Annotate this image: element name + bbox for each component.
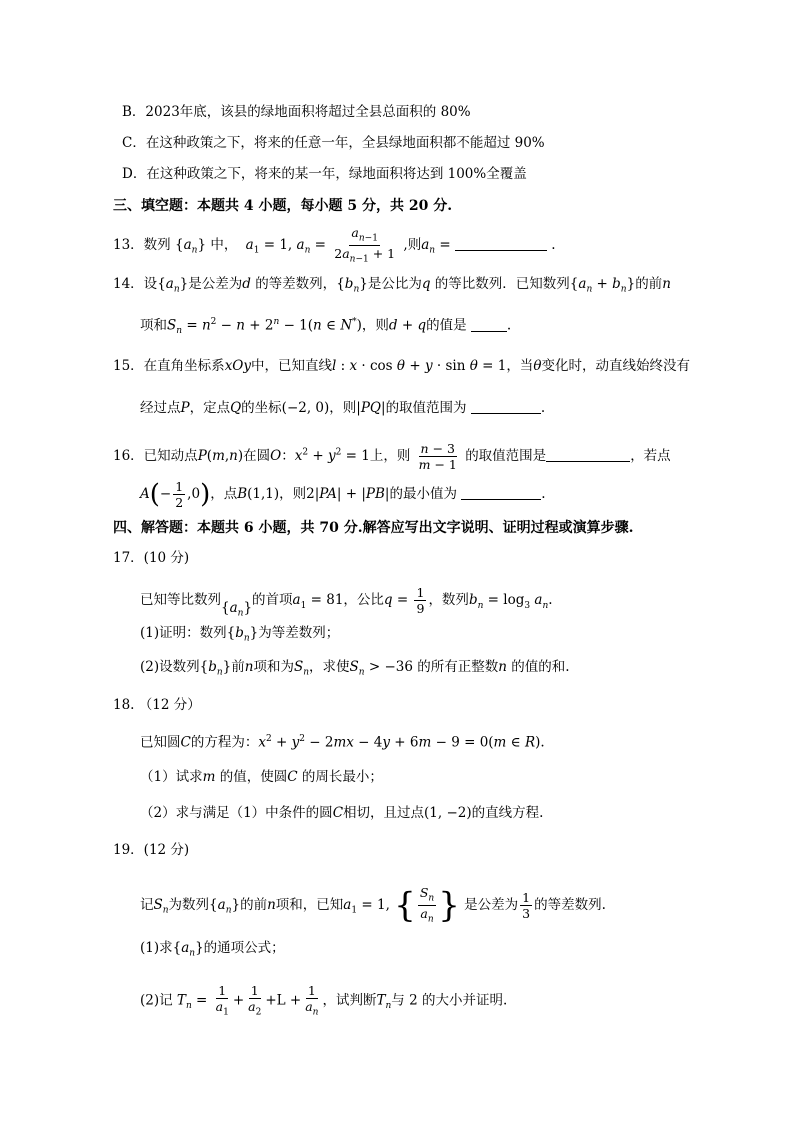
question-17-heading: 17．(10 分)	[113, 550, 190, 566]
question-19-part-1: (1)求$\{a_n\}$的通项公式；	[140, 940, 285, 959]
question-18-part-1: （1）试求m 的值，使圆C 的周长最小；	[140, 769, 383, 785]
question-15-line-2: 经过点P，定点Q的坐标(−2, 0)，则|PQ|的取值范围为 .	[140, 400, 546, 416]
answer-blank-15[interactable]	[471, 401, 541, 414]
question-14-line-2: 项和$S_n = n^2 - n + 2^n - 1(n$ ∈ N*)，则d + q的值是 .	[140, 317, 512, 337]
section-heading-solutions: 四、解答题：本题共 6 小题，共 70 分.解答应写出文字说明、证明过程或演算步骤.	[113, 520, 634, 536]
question-19-line-1: 记$S_n$为数列$\{a_n\}$的前n项和，已知$a_1 = 1$, { $\frac{S_n}{a_n}$ } 是公差为 $\frac{1}{3}$ 的等差数列.	[140, 885, 606, 926]
question-15-line-1: 15．在直角坐标系xOy中，已知直线l : x · cos θ + y · sin θ = 1，当θ变化时，动直线始终没有	[113, 358, 690, 374]
question-13: 13．数列 $\{a_n\}$ 中， $a_1 = 1$, $a_n$ = $\frac{a_{n-1}}{2a_{n-1} + 1}$ ,则$a_n$ = .	[113, 225, 556, 265]
question-18-heading: 18. （12 分）	[113, 697, 201, 713]
question-18-line-1: 已知圆C的方程为：$x^2 + y^2 - 2mx - 4y + 6m - 9 = 0(m$ ∈ R).	[140, 734, 545, 751]
answer-blank-16a[interactable]	[546, 449, 630, 462]
question-14-line-1: 14．设$\{a_n\}$是公差为d 的等差数列，$\{b_n\}$是公比为q 的等比数列．已知数列$\{a_n + b_n\}$的前n	[113, 276, 671, 295]
answer-blank-16b[interactable]	[461, 487, 541, 500]
question-19-part-2: (2)记 $T_n$ = $\frac{1}{a_1}$ + $\frac{1}{a_2}$ +L + $\frac{1}{a_n}$ ，试判断$T_n$与 2 的大小并证明.	[140, 983, 508, 1018]
option-c: C．在这种政策之下，将来的任意一年，全县绿地面积都不能超过 90%	[122, 135, 545, 151]
answer-blank-13[interactable]	[455, 238, 547, 251]
section-heading-fill-in: 三、填空题：本题共 4 小题，每小题 5 分，共 20 分.	[113, 198, 453, 214]
question-16-line-1: 16．已知动点P(m,n)在圆O：$x^2 + y^2 = 1$上，则 $\frac{n - 3}{m - 1}$ 的取值范围是 ，若点	[113, 441, 671, 473]
question-17-part-2: (2)设数列$\{b_n\}$前n项和为$S_n$，求使$S_n > -36$ 的所有正整数n 的值的和.	[140, 659, 570, 678]
option-b: B．2023年底，该县的绿地面积将超过全县总面积的 80%	[122, 104, 471, 120]
option-d: D．在这种政策之下，将来的某一年，绿地面积将达到 100%全覆盖	[122, 166, 527, 182]
question-16-line-2: A(− $\frac{1}{2}$ ,0)，点B(1,1)，则2|PA| + |PB|的最小值为 .	[140, 479, 546, 511]
question-19-heading: 19．(12 分)	[113, 842, 190, 858]
question-17-part-1: (1)证明：数列$\{b_n\}$为等差数列；	[140, 625, 340, 644]
question-17-line-1: 已知等比数列$\{a_n\}$的首项$a_1 = 81$，公比q = $\frac{1}{9}$ ，数列$b_n = \log_3 a_n$.	[140, 585, 553, 619]
question-18-part-2: （2）求与满足（1）中条件的圆C相切，且过点(1, −2)的直线方程.	[140, 805, 544, 821]
answer-blank-14[interactable]	[471, 319, 507, 332]
